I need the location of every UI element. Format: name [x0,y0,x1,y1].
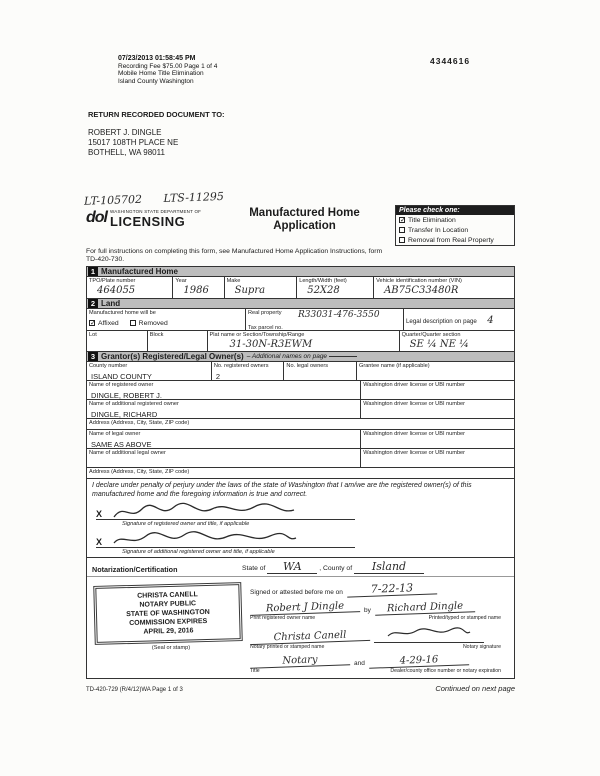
notary-signature-line [374,626,484,643]
registered-owners-cell [211,362,284,380]
legal-owners-label: No. legal owners [286,363,329,369]
additional-registered-owner-dl-cell [360,400,514,418]
notary-seal-area [92,580,250,674]
declaration-block [86,478,515,558]
length-width-value: 52X28 [307,284,340,296]
legal-owners-cell [283,362,356,380]
additional-registered-owner-value: DINGLE, RICHARD [91,409,158,418]
by-label: by [364,607,371,614]
state-of-label: State of [242,565,266,572]
grantee-cell [356,362,514,380]
additional-legal-owner-cell [87,449,360,467]
quarter-section-value: SE ¼ NE ¼ [409,338,469,350]
home-will-be-label: Manufactured home will be [89,310,156,316]
section-1-number: 1 [88,267,98,276]
registered-owner-address-cell [87,419,514,429]
year-value: 1986 [183,284,209,296]
legal-owner-address-label: Address (Address, City, State, ZIP code) [89,469,190,475]
additional-registered-owner-cell [87,400,360,418]
notary-stamp-line3: STATE OF WASHINGTON [126,608,210,619]
registered-owner-dl-label: Washington driver license or UBI number [363,382,466,388]
registered-owner-address-row [86,418,515,430]
notary-stamp [93,582,242,645]
block-cell [147,331,207,351]
printed-typed-name-label: Printed/typed or stamped name [428,615,501,621]
additional-legal-owner-dl-cell [360,449,514,467]
return-heading: RETURN RECORDED DOCUMENT TO: [88,110,225,119]
return-address1: 15017 108TH PLACE NE [88,138,179,147]
tax-parcel-label: Tax parcel no. [247,324,283,330]
form-header-left [86,205,395,246]
quarter-section-cell [399,331,514,351]
registered-owner-signed-name: Robert J Dingle [250,600,360,616]
registered-owners-value: 2 [215,371,220,380]
option-title-elimination [396,215,514,225]
grantee-label: Grantee name (if applicable) [358,363,430,369]
expiration-label: Dealer/county office number or notary expiration [390,668,501,674]
legal-owner-dl-label: Washington driver license or UBI number [363,431,466,437]
legal-owner-row [86,429,515,449]
county-number-value: ISLAND COUNTY [91,371,152,380]
form-instructions: For full instructions on completing this form, see Manufactured Home Application Instructions, form TD-420-730. [86,248,383,263]
form-header [86,205,515,246]
legal-owner-value: SAME AS ABOVE [91,439,152,448]
registered-owner-value: DINGLE, ROBERT J. [91,390,162,399]
continued-note: Continued on next page [435,684,515,693]
notary-stamp-line4: COMMISSION EXPIRES [129,617,208,628]
form-number: TD-420-729 (R/4/12)WA Page 1 of 3 [86,687,183,693]
additional-registered-owner-label: Name of additional registered owner [89,401,179,407]
legal-owner-address-row [86,467,515,479]
removed-checkbox [130,320,136,326]
legal-description-page-value: 4 [487,315,494,326]
plat-cell [207,331,399,351]
check-one-heading: Please check one: [396,206,514,215]
recording-stamp [118,55,217,85]
notary-details [250,580,509,674]
recording-datetime: 07/23/2013 01:58:45 PM [118,55,196,62]
return-address-block [88,110,225,158]
lot-cell [87,331,147,351]
lot-label: Lot [89,332,97,338]
transfer-in-location-checkbox [399,227,405,233]
notary-signature-scribble [384,626,474,640]
section-2-number: 2 [88,299,98,308]
signature-2-scribble [110,529,300,551]
signed-date-value: 7-22-13 [347,580,437,597]
length-width-label: Length/Width (feet) [299,278,347,284]
form-title [214,205,395,246]
section-3-suffix: – Additional names on page [246,353,328,360]
additional-legal-owner-dl-label: Washington driver license or UBI number [363,450,466,456]
ref-number-2: LTS-11295 [163,189,225,205]
additional-names-page-line [329,356,357,357]
declaration-text: I declare under penalty of perjury under the laws of the state of Washington that I am/we are the registered owner(s) of this manufactured home and the foregoing information is true and correct. [92,482,472,498]
tpo-plate-label: TPO/Plate number [89,278,136,284]
state-value: WA [267,560,317,574]
county-number-label: County number [89,363,128,369]
tpo-plate-value: 464055 [97,284,136,296]
legal-owner-label: Name of legal owner [89,431,141,437]
legal-description-cell [403,309,514,330]
return-name: ROBERT J. DINGLE [88,128,162,137]
county-number-cell [87,362,211,380]
registered-owner-cell [87,381,360,399]
signature-2-label: Signature of additional registered owner and title, if applicable [122,549,275,555]
county-row [86,361,515,381]
legal-owner-address-cell [87,468,514,478]
tax-parcel-cell [245,309,403,330]
recording-county: Island County Washington [118,77,194,85]
state-county-line [242,560,424,574]
form-title-line1: Manufactured Home [249,207,360,219]
quarter-section-label: Quarter/Quarter section [401,332,461,338]
tpo-plate-cell [87,277,172,298]
plat-label: Plat name or Section/Township/Range [209,332,305,338]
signature-1-scribble [110,501,300,523]
section-2-row-1 [86,308,515,331]
and-label: and [354,660,365,667]
removed-label: Removed [138,319,168,327]
return-address2: BOTHELL, WA 98011 [88,148,165,157]
option-removal-from-real-property [396,235,514,245]
signed-before-label: Signed or attested before me on [250,589,343,596]
county-value: Island [354,560,424,574]
year-cell [172,277,223,298]
section-1-row [86,276,515,299]
recording-fee: Recording Fee $75.00 Page 1 of 4 [118,62,218,70]
home-will-be-cell [87,309,245,330]
notarization-label: Notarization/Certification [92,565,178,574]
section-3-title: Grantor(s) Registered/Legal Owner(s) [101,352,244,361]
removal-checkbox [399,237,405,243]
tax-parcel-value: R33031-476-3550 [297,310,380,320]
real-property-label: Real property [247,310,282,316]
plat-value: 31-30N-R3EWM [229,338,313,350]
additional-owner-signed-name: Richard Dingle [375,600,475,615]
manufactured-home-application-form [86,205,515,693]
registered-owner-dl-cell [360,381,514,399]
registered-owner-address-label: Address (Address, City, State, ZIP code) [89,420,190,426]
print-owner-name-label: Print registered owner name [250,615,316,621]
notarization-header [87,558,514,577]
affixed-checkbox: ✓ [90,320,96,327]
notary-stamp-line2: NOTARY PUBLIC [139,600,197,609]
signature-2-block [92,530,509,555]
seal-or-stamp-label: (Seal or stamp) [151,645,191,651]
form-footer [86,684,515,693]
notarization-body [87,577,514,674]
option-transfer-in-location [396,225,514,235]
registered-owner-label: Name of registered owner [89,382,154,388]
notary-printed-name-label: Notary printed or stamped name [250,644,325,650]
section-1-title: Manufactured Home [101,267,178,276]
section-2-row-2 [86,330,515,352]
vin-label: Vehicle identification number (VIN) [376,278,462,284]
section-3-number: 3 [88,352,98,361]
ref-number-1: LT-105702 [83,192,143,208]
agency-name: LICENSING [110,214,186,229]
notary-signature-label: Notary signature [462,644,501,650]
notary-title-value: Notary [250,653,350,668]
agency-logo-block [86,205,214,246]
notary-expiration-value: 4-29-16 [369,653,469,668]
vin-value: AB75C33480R [384,284,459,296]
legal-owner-dl-cell [360,430,514,448]
legal-description-label: Legal description on page [405,318,477,325]
signature-1-label: Signature of registered owner and title, if applicable [122,521,250,527]
affixed-label: Affixed [98,319,119,327]
registered-owners-label: No. registered owners [213,363,269,369]
make-cell [224,277,297,298]
make-value: Supra [234,284,266,296]
additional-registered-owner-dl-label: Washington driver license or UBI number [363,401,466,407]
make-label: Make [226,278,241,284]
notary-printed-name-value: Christa Canell [250,629,370,645]
length-width-cell [296,277,373,298]
transfer-in-location-label: Transfer In Location [408,226,469,234]
agency-small-text: WASHINGTON STATE DEPARTMENT OF [110,209,202,214]
removal-label: Removal from Real Property [408,236,494,244]
registered-owner-row [86,380,515,400]
title-elimination-label: Title Elimination [408,216,456,224]
signature-1-x: X [96,509,103,519]
document-number: 4344616 [430,56,471,66]
title-label: Title [250,668,260,674]
please-check-one-box [395,205,515,246]
signature-2-x: X [96,537,103,547]
notarization-section [86,557,515,679]
year-label: Year [175,278,187,284]
block-label: Block [149,332,164,338]
notary-stamp-name: CHRISTA CANELL [137,591,198,600]
recording-type: Mobile Home Title Elimination [118,70,204,77]
additional-legal-owner-label: Name of additional legal owner [89,450,166,456]
dol-logo-icon: dol [86,209,107,226]
county-of-label: , County of [319,565,353,572]
legal-owner-cell [87,430,360,448]
signature-1-block [92,502,509,527]
form-title-line2: Application [273,220,336,232]
additional-registered-owner-row [86,399,515,419]
section-2-title: Land [101,299,121,308]
title-elimination-checkbox: ✓ [400,217,406,224]
additional-legal-owner-row [86,448,515,468]
vin-cell [373,277,514,298]
notary-stamp-line5: APRIL 29, 2016 [143,627,194,636]
